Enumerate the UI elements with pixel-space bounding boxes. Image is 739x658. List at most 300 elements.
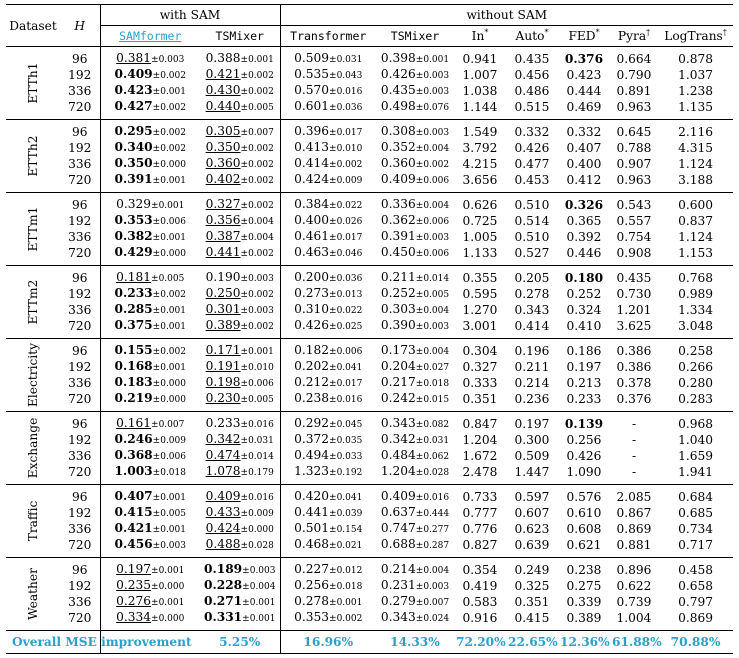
table-row <box>6 156 733 172</box>
value-cell: 0.391±0.001 <box>114 172 186 186</box>
value-cell: 0.435 <box>610 266 658 287</box>
value-cell: 0.968 <box>658 412 733 433</box>
value-cell: 0.827 <box>462 538 498 552</box>
horizon-cell: 192 <box>60 359 100 375</box>
value-cell: 0.340±0.002 <box>114 140 186 154</box>
column-header-4: In* <box>454 26 506 47</box>
value-cell: 0.331±0.001 <box>200 610 280 631</box>
value-cell: 1.005 <box>462 230 498 244</box>
horizon-cell: 192 <box>60 432 100 448</box>
value-cell: 0.256±0.018 <box>294 578 363 592</box>
value-cell: 0.456 <box>514 68 550 82</box>
value-cell: 0.219±0.000 <box>114 391 186 405</box>
value-cell: 0.258 <box>658 339 733 360</box>
value-cell: 1.270 <box>462 303 498 317</box>
table-row <box>6 213 733 229</box>
value-cell: 0.797 <box>678 595 713 609</box>
value-cell: 1.124 <box>678 230 713 244</box>
value-cell: 0.171±0.001 <box>200 339 280 360</box>
footer-value: 61.88% <box>610 631 658 654</box>
value-cell: 0.326 <box>558 193 610 214</box>
value-cell: 0.213 <box>566 376 602 390</box>
value-cell: 0.197±0.001 <box>100 558 200 579</box>
table-row <box>6 578 733 594</box>
value-cell: 3.048 <box>678 319 713 333</box>
value-cell: 0.424±0.000 <box>200 521 280 537</box>
value-cell: 0.342±0.031 <box>380 432 450 446</box>
value-cell: 0.392 <box>566 230 602 244</box>
value-cell: 0.869 <box>616 522 652 536</box>
footer-value: 22.65% <box>506 631 558 654</box>
value-cell: 1.672 <box>462 449 498 463</box>
value-cell: 0.557 <box>616 214 652 228</box>
value-cell: 0.717 <box>678 538 713 552</box>
value-cell: 0.477 <box>514 157 550 171</box>
value-cell: 0.336±0.004 <box>376 193 454 214</box>
value-cell: 0.488±0.028 <box>200 537 280 558</box>
horizon-cell: 96 <box>60 47 100 68</box>
value-cell: 0.435 <box>506 47 558 68</box>
table-row <box>6 359 733 375</box>
value-cell: 0.734 <box>678 522 713 536</box>
table-row <box>6 302 733 318</box>
value-cell: 0.412 <box>566 173 602 187</box>
value-cell: 0.384±0.022 <box>280 193 376 214</box>
value-cell: 0.189±0.003 <box>200 558 280 579</box>
value-cell: 0.365 <box>566 214 602 228</box>
table-row <box>6 448 733 464</box>
value-cell: 0.509±0.031 <box>280 47 376 68</box>
horizon-cell: 720 <box>60 172 100 193</box>
table-row <box>6 610 733 631</box>
dataset-label: Exchange <box>6 412 60 485</box>
horizon-cell: 96 <box>60 266 100 287</box>
table-row <box>6 67 733 83</box>
value-cell: 0.424±0.009 <box>294 172 363 186</box>
value-cell: 0.332 <box>506 120 558 141</box>
value-cell: 0.688±0.287 <box>380 537 450 551</box>
value-cell: 0.334±0.000 <box>116 610 185 624</box>
horizon-cell: 720 <box>60 245 100 266</box>
value-cell: 1.549 <box>454 120 506 141</box>
value-cell: 0.410 <box>566 319 602 333</box>
value-cell: 0.398±0.001 <box>376 47 454 68</box>
value-cell: 1.201 <box>616 303 652 317</box>
value-cell: 0.205 <box>506 266 558 287</box>
value-cell: 0.501±0.154 <box>294 521 363 535</box>
value-cell: 0.414±0.002 <box>294 156 363 170</box>
value-cell: 2.478 <box>462 465 498 479</box>
value-cell: 0.275 <box>566 579 602 593</box>
value-cell: 0.332 <box>558 120 610 141</box>
value-cell: 1.659 <box>678 449 713 463</box>
value-cell: 0.391±0.003 <box>380 229 450 243</box>
value-cell: 0.601±0.036 <box>294 99 363 113</box>
value-cell: 0.535±0.043 <box>294 67 363 81</box>
value-cell: 0.409±0.006 <box>380 172 450 186</box>
table-row <box>6 505 733 521</box>
value-cell: 0.356±0.004 <box>200 213 280 229</box>
table-row <box>6 339 733 360</box>
value-cell: 0.440±0.005 <box>200 99 280 120</box>
value-cell: 3.656 <box>462 173 498 187</box>
value-cell: 0.426±0.003 <box>380 67 450 81</box>
value-cell: 0.266 <box>678 360 713 374</box>
table-row <box>6 83 733 99</box>
value-cell: 0.776 <box>462 522 498 536</box>
value-cell: 3.792 <box>462 141 498 155</box>
value-cell: 0.168±0.001 <box>114 359 186 373</box>
value-cell: 0.327 <box>462 360 498 374</box>
value-cell: - <box>631 465 637 479</box>
table-row <box>6 120 733 141</box>
table-row <box>6 229 733 245</box>
value-cell: 0.583 <box>462 595 498 609</box>
value-cell: 0.597 <box>506 485 558 506</box>
value-cell: 0.570±0.016 <box>294 83 363 97</box>
value-cell: 0.747±0.277 <box>380 521 450 535</box>
value-cell: 0.610 <box>566 506 602 520</box>
value-cell: 0.446 <box>566 246 602 260</box>
value-cell: 0.458 <box>658 558 733 579</box>
value-cell: 0.324 <box>566 303 602 317</box>
value-cell: 0.621 <box>566 538 602 552</box>
dataset-label: Traffic <box>6 485 60 558</box>
value-cell: 0.202±0.041 <box>294 359 363 373</box>
horizon-cell: 720 <box>60 537 100 558</box>
header-row-top <box>6 5 733 26</box>
value-cell: 0.343 <box>514 303 550 317</box>
value-cell: 0.196 <box>506 339 558 360</box>
value-cell: 0.360±0.002 <box>380 156 450 170</box>
horizon-cell: 192 <box>60 213 100 229</box>
column-header-1: TSMixer <box>200 26 280 47</box>
value-cell: 0.204±0.027 <box>380 359 450 373</box>
value-cell: 0.450±0.006 <box>380 245 450 259</box>
value-cell: 0.381±0.003 <box>100 47 200 68</box>
value-cell: 0.339 <box>566 595 602 609</box>
value-cell: 0.214±0.004 <box>376 558 454 579</box>
value-cell: 0.382±0.001 <box>114 229 186 243</box>
value-cell: 0.378 <box>616 376 652 390</box>
value-cell: 1.204±0.028 <box>380 464 450 478</box>
value-cell: 0.664 <box>610 47 658 68</box>
footer-value: 72.20% <box>454 631 506 654</box>
value-cell: 0.867 <box>616 506 652 520</box>
value-cell: 0.421±0.001 <box>114 521 186 535</box>
value-cell: 0.426±0.025 <box>294 318 363 332</box>
value-cell: 0.181±0.005 <box>100 266 200 287</box>
table-row <box>6 193 733 214</box>
value-cell: 0.847 <box>454 412 506 433</box>
value-cell: 0.869 <box>678 611 713 625</box>
value-cell: 0.285±0.001 <box>114 302 186 316</box>
table-row <box>6 286 733 302</box>
value-cell: 0.484±0.062 <box>380 448 450 462</box>
value-cell: 0.790 <box>616 68 652 82</box>
value-cell: 0.576 <box>558 485 610 506</box>
value-cell: 0.456±0.003 <box>114 537 186 551</box>
horizon-cell: 336 <box>60 521 100 537</box>
value-cell: 0.233±0.002 <box>114 286 186 300</box>
value-cell: 0.389±0.002 <box>200 318 280 339</box>
value-cell: 0.409±0.016 <box>376 485 454 506</box>
value-cell: 0.252±0.005 <box>380 286 450 300</box>
value-cell: 1.037 <box>678 68 713 82</box>
horizon-cell: 336 <box>60 156 100 172</box>
value-cell: 0.837 <box>678 214 713 228</box>
value-cell: 0.351 <box>462 392 498 406</box>
table-row <box>6 594 733 610</box>
value-cell: 0.543 <box>610 193 658 214</box>
header-row-columns <box>6 26 733 47</box>
table-row <box>6 485 733 506</box>
horizon-cell: 720 <box>60 464 100 485</box>
value-cell: 0.510 <box>506 193 558 214</box>
value-cell: 0.295±0.002 <box>100 120 200 141</box>
value-cell: 0.325 <box>514 579 550 593</box>
horizon-cell: 96 <box>60 558 100 579</box>
table-row <box>6 318 733 339</box>
footer-value: 70.88% <box>658 631 733 654</box>
value-cell: 0.637±0.444 <box>380 505 450 519</box>
value-cell: 0.250±0.002 <box>200 286 280 302</box>
value-cell: 0.421±0.002 <box>200 67 280 83</box>
column-header-2: Transformer <box>280 26 376 47</box>
value-cell: 0.461±0.017 <box>294 229 363 243</box>
value-cell: 0.329±0.001 <box>100 193 200 214</box>
value-cell: 0.211±0.014 <box>376 266 454 287</box>
horizon-cell: 192 <box>60 578 100 594</box>
value-cell: 0.768 <box>658 266 733 287</box>
value-cell: 3.001 <box>462 319 498 333</box>
value-cell: - <box>631 433 637 447</box>
header-h: H <box>60 5 100 47</box>
dataset-label: ETTm2 <box>6 266 60 339</box>
value-cell: 1.007 <box>462 68 498 82</box>
value-cell: 0.354 <box>454 558 506 579</box>
column-header-7: Pyra† <box>610 26 658 47</box>
value-cell: 0.725 <box>462 214 498 228</box>
value-cell: 1.133 <box>462 246 498 260</box>
value-cell: 0.878 <box>658 47 733 68</box>
value-cell: 0.292±0.045 <box>280 412 376 433</box>
table-row <box>6 172 733 193</box>
value-cell: 0.622 <box>616 579 652 593</box>
column-header-8: LogTrans† <box>658 26 733 47</box>
horizon-cell: 720 <box>60 610 100 631</box>
value-cell: 0.415 <box>514 611 550 625</box>
column-header-3: TSMixer <box>376 26 454 47</box>
value-cell: 0.386 <box>616 360 652 374</box>
results-table-container <box>6 4 733 654</box>
value-cell: 0.352±0.004 <box>380 140 450 154</box>
value-cell: 1.038 <box>462 84 498 98</box>
results-table <box>6 4 733 654</box>
value-cell: 0.304 <box>454 339 506 360</box>
value-cell: 0.435±0.003 <box>380 83 450 97</box>
value-cell: 0.271±0.001 <box>200 594 280 610</box>
value-cell: 0.414 <box>514 319 550 333</box>
value-cell: 0.180 <box>558 266 610 287</box>
value-cell: 0.433±0.009 <box>200 505 280 521</box>
value-cell: 0.252 <box>566 287 602 301</box>
value-cell: 0.415±0.005 <box>114 505 186 519</box>
value-cell: 0.645 <box>610 120 658 141</box>
table-row <box>6 391 733 412</box>
value-cell: 1.323±0.192 <box>294 464 363 478</box>
horizon-cell: 720 <box>60 318 100 339</box>
value-cell: 0.300 <box>514 433 550 447</box>
value-cell: 0.444 <box>566 84 602 98</box>
horizon-cell: 192 <box>60 505 100 521</box>
value-cell: 0.303±0.004 <box>380 302 450 316</box>
value-cell: 3.188 <box>678 173 713 187</box>
value-cell: 0.368±0.006 <box>114 448 186 462</box>
value-cell: 0.407 <box>566 141 602 155</box>
table-row <box>6 464 733 485</box>
value-cell: 0.227±0.012 <box>280 558 376 579</box>
value-cell: 0.351 <box>514 595 550 609</box>
value-cell: 0.279±0.007 <box>380 594 450 608</box>
header-with-sam: with SAM <box>100 5 280 26</box>
value-cell: 0.626 <box>454 193 506 214</box>
value-cell: 0.896 <box>610 558 658 579</box>
value-cell: 0.230±0.005 <box>200 391 280 412</box>
header-without-sam: without SAM <box>280 5 733 26</box>
value-cell: 0.376 <box>616 392 652 406</box>
footer-value: 12.36% <box>558 631 610 654</box>
value-cell: 0.249 <box>506 558 558 579</box>
value-cell: 0.333 <box>462 376 498 390</box>
horizon-cell: 336 <box>60 375 100 391</box>
value-cell: 0.409±0.016 <box>200 485 280 506</box>
value-cell: 0.468±0.021 <box>294 537 363 551</box>
value-cell: 0.388±0.001 <box>200 47 280 68</box>
value-cell: 1.447 <box>514 465 550 479</box>
value-cell: 0.788 <box>616 141 652 155</box>
value-cell: 0.191±0.010 <box>200 359 280 375</box>
value-cell: 0.197 <box>506 412 558 433</box>
value-cell: 0.658 <box>678 579 713 593</box>
horizon-cell: 96 <box>60 339 100 360</box>
value-cell: 0.463±0.046 <box>294 245 363 259</box>
value-cell: 0.426 <box>514 141 550 155</box>
horizon-cell: 720 <box>60 99 100 120</box>
value-cell: 0.400±0.026 <box>294 213 363 227</box>
dataset-label: Electricity <box>6 339 60 412</box>
value-cell: 0.407±0.001 <box>100 485 200 506</box>
value-cell: 0.386 <box>610 339 658 360</box>
value-cell: 0.186 <box>558 339 610 360</box>
value-cell: 1.144 <box>462 100 498 114</box>
dataset-label: ETTm1 <box>6 193 60 266</box>
table-row <box>6 558 733 579</box>
value-cell: 0.989 <box>678 287 713 301</box>
horizon-cell: 336 <box>60 594 100 610</box>
value-cell: 1.135 <box>678 100 713 114</box>
value-cell: 0.423±0.001 <box>114 83 186 97</box>
value-cell: 0.514 <box>514 214 550 228</box>
value-cell: 0.214 <box>514 376 550 390</box>
horizon-cell: 336 <box>60 229 100 245</box>
table-row <box>6 47 733 68</box>
value-cell: 0.430±0.002 <box>200 83 280 99</box>
value-cell: 0.427±0.002 <box>114 99 186 113</box>
value-cell: 0.420±0.041 <box>280 485 376 506</box>
value-cell: 0.469 <box>566 100 602 114</box>
value-cell: - <box>610 412 658 433</box>
value-cell: 0.327±0.002 <box>200 193 280 214</box>
horizon-cell: 96 <box>60 412 100 433</box>
value-cell: 0.217±0.018 <box>380 375 450 389</box>
value-cell: 0.350±0.000 <box>114 156 186 170</box>
value-cell: 0.231±0.003 <box>380 578 450 592</box>
value-cell: 0.278±0.001 <box>294 594 363 608</box>
value-cell: 0.182±0.006 <box>280 339 376 360</box>
value-cell: 0.228±0.004 <box>200 578 280 594</box>
value-cell: 2.116 <box>658 120 733 141</box>
value-cell: 0.343±0.024 <box>380 610 450 624</box>
value-cell: 0.607 <box>514 506 550 520</box>
value-cell: 0.916 <box>462 611 498 625</box>
dataset-label: ETTh1 <box>6 47 60 120</box>
value-cell: 0.429±0.000 <box>114 245 186 259</box>
value-cell: 1.040 <box>678 433 713 447</box>
value-cell: 0.362±0.006 <box>380 213 450 227</box>
table-row <box>6 412 733 433</box>
table-row <box>6 537 733 558</box>
value-cell: 0.212±0.017 <box>294 375 363 389</box>
horizon-cell: 192 <box>60 67 100 83</box>
value-cell: 0.283 <box>678 392 713 406</box>
horizon-cell: 96 <box>60 485 100 506</box>
value-cell: 0.474±0.014 <box>200 448 280 464</box>
value-cell: 0.246±0.009 <box>114 432 186 446</box>
value-cell: 0.308±0.003 <box>376 120 454 141</box>
value-cell: 0.453 <box>514 173 550 187</box>
header-dataset: Dataset <box>6 5 60 47</box>
value-cell: 0.273±0.013 <box>294 286 363 300</box>
value-cell: 4.315 <box>678 141 713 155</box>
value-cell: 0.608 <box>566 522 602 536</box>
value-cell: 0.387±0.004 <box>200 229 280 245</box>
table-row <box>6 245 733 266</box>
value-cell: 0.409±0.002 <box>114 67 186 81</box>
footer-value: 14.33% <box>376 631 454 654</box>
value-cell: 0.343±0.082 <box>376 412 454 433</box>
value-cell: 4.215 <box>462 157 498 171</box>
table-row <box>6 375 733 391</box>
value-cell: 0.941 <box>454 47 506 68</box>
value-cell: 1.204 <box>462 433 498 447</box>
value-cell: 0.183±0.000 <box>114 375 186 389</box>
value-cell: 0.441±0.039 <box>294 505 363 519</box>
value-cell: 0.301±0.003 <box>200 302 280 318</box>
footer-value: 5.25% <box>200 631 280 654</box>
value-cell: 1.004 <box>616 611 652 625</box>
value-cell: 0.527 <box>514 246 550 260</box>
column-header-5: Auto* <box>506 26 558 47</box>
value-cell: 0.441±0.002 <box>200 245 280 266</box>
column-header-6: FED* <box>558 26 610 47</box>
value-cell: 0.360±0.002 <box>200 156 280 172</box>
value-cell: 0.280 <box>678 376 713 390</box>
value-cell: 0.197 <box>566 360 602 374</box>
value-cell: 1.153 <box>678 246 713 260</box>
value-cell: 0.355 <box>454 266 506 287</box>
value-cell: 0.139 <box>558 412 610 433</box>
